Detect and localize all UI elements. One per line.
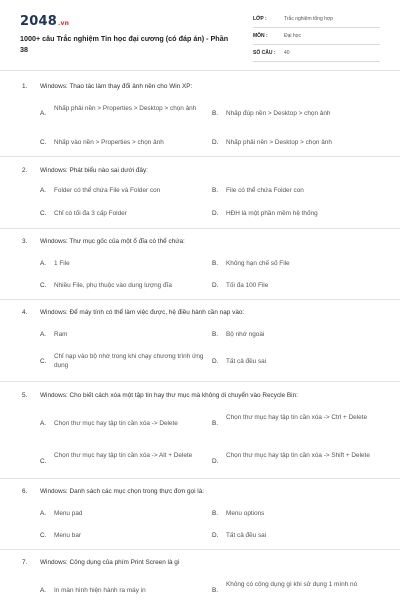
logo-suffix: .vn [57, 20, 70, 27]
option-letter: D. [212, 458, 219, 465]
meta-row-count [253, 47, 380, 62]
option-text[interactable]: Chỉ có tối đa 3 cấp Folder [54, 210, 127, 217]
option-letter: C. [40, 282, 47, 289]
option-letter: C. [40, 458, 47, 465]
option-letter: A. [40, 110, 47, 117]
option-letter: C. [40, 532, 47, 539]
meta-value: Đại học [284, 33, 301, 39]
question-text: Windows: Để máy tính có thể làm việc được, hệ điều hành cần nạp vào: [40, 309, 245, 316]
option-letter: B. [212, 587, 219, 594]
option-letter: A. [40, 260, 47, 267]
option-letter: C. [40, 139, 47, 146]
option-letter: A. [40, 420, 47, 427]
option-text[interactable]: Chọn thư mục hay tập tin cần xóa -> Delete [54, 420, 178, 427]
option-letter: B. [212, 331, 219, 338]
option-text[interactable]: Nhấp phải nền > Desktop > chọn ảnh [226, 139, 332, 146]
question-number: 7. [22, 559, 28, 566]
option-letter: D. [212, 532, 219, 539]
question-text: Windows: Cho biết cách xóa một tập tin hay thư mục mà không di chuyển vào Recycle Bin: [40, 392, 298, 399]
meta-row-subject [253, 30, 380, 45]
option-text[interactable]: Nhiều File, phụ thuộc vào dung lượng đĩa [54, 282, 172, 289]
option-letter: D. [212, 282, 219, 289]
question-number: 6. [22, 488, 28, 495]
option-text[interactable]: Không có công dụng gì khi sử dụng 1 mình nó [226, 581, 358, 588]
option-letter: B. [212, 187, 219, 194]
option-text[interactable]: Menu options [226, 510, 265, 517]
question-divider [0, 549, 400, 550]
option-text[interactable]: Tối đa 100 File [226, 282, 269, 289]
option-text[interactable]: File có thể chứa Folder con [226, 187, 304, 194]
option-letter: B. [212, 260, 219, 267]
option-text[interactable]: Menu pad [54, 510, 83, 517]
site-logo[interactable] [20, 14, 69, 29]
meta-row-class [253, 13, 380, 28]
option-text[interactable]: Tất cả đều sai [226, 358, 267, 365]
question-number: 1. [22, 83, 28, 90]
option-letter: D. [212, 210, 219, 217]
option-text[interactable]: Menu bar [54, 532, 81, 539]
option-letter: A. [40, 510, 47, 517]
option-letter: A. [40, 331, 47, 338]
question-number: 3. [22, 238, 28, 245]
document-title: 1000+ câu Trắc nghiệm Tin học đại cương (có đáp án) - Phần 38 [20, 34, 229, 54]
option-text[interactable]: Không hạn chế số File [226, 260, 290, 267]
option-letter: D. [212, 358, 219, 365]
question-divider [0, 299, 400, 300]
document-header [20, 10, 380, 70]
option-text[interactable]: Nhấp vào nền > Properties > chọn ảnh [54, 139, 164, 146]
option-text[interactable]: Ram [54, 331, 68, 338]
question-divider [0, 156, 400, 157]
option-text[interactable]: Chỉ nạp vào bộ nhớ trong khi chạy chương trình ứng dụng [54, 353, 204, 369]
option-text[interactable]: Folder có thể chứa File và Folder con [54, 187, 161, 194]
question-divider [0, 228, 400, 229]
meta-key: MÔN : [253, 33, 268, 39]
header-divider [0, 70, 400, 71]
meta-value: 40 [284, 50, 290, 56]
question-number: 2. [22, 167, 28, 174]
question-divider [0, 478, 400, 479]
question-text: Windows: Công dụng của phím Print Screen là gì [40, 559, 180, 566]
option-text[interactable]: Chọn thư mục hay tập tin cần xóa -> Ctrl + Delete [226, 414, 368, 421]
option-text[interactable]: Chọn thư mục hay tập tin cần xóa -> Alt + Delete [54, 452, 193, 459]
option-text[interactable]: HĐH là một phần mềm hệ thống [226, 210, 318, 217]
meta-key: SỐ CÂU : [253, 50, 276, 56]
question-text: Windows: Thư mục gốc của một ổ đĩa có thể chứa: [40, 238, 185, 245]
option-text[interactable]: In màn hình hiện hành ra máy in [54, 587, 146, 594]
question-divider [0, 381, 400, 382]
question-text: Windows: Phát biểu nào sai dưới đây: [40, 167, 148, 174]
question-number: 4. [22, 309, 28, 316]
option-text[interactable]: Nhấp phải nền > Properties > Desktop > chọn ảnh [54, 105, 197, 112]
option-text[interactable]: Chọn thư mục hay tập tin cần xóa -> Shift + Delete [226, 452, 370, 459]
option-text[interactable]: Tất cả đều sai [226, 532, 267, 539]
meta-value: Trắc nghiệm tổng hợp [284, 16, 333, 22]
question-text: Windows: Thao tác làm thay đổi ảnh nền cho Win XP: [40, 83, 193, 90]
option-letter: A. [40, 587, 47, 594]
question-number: 5. [22, 392, 28, 399]
option-letter: B. [212, 420, 219, 427]
option-text[interactable]: Bộ nhớ ngoài [226, 331, 265, 338]
option-letter: C. [40, 358, 47, 365]
option-letter: B. [212, 510, 219, 517]
option-letter: C. [40, 210, 47, 217]
meta-table [253, 13, 380, 64]
option-text[interactable]: Nhấp đúp nền > Desktop > chọn ảnh [226, 110, 331, 117]
meta-key: LỚP : [253, 16, 267, 22]
option-letter: D. [212, 139, 219, 146]
option-text[interactable]: 1 File [54, 260, 70, 267]
question-text: Windows: Danh sách các mục chọn trong thực đơn gọi là: [40, 488, 205, 495]
logo-text: 2048 [20, 14, 57, 29]
option-letter: B. [212, 110, 219, 117]
option-letter: A. [40, 187, 47, 194]
